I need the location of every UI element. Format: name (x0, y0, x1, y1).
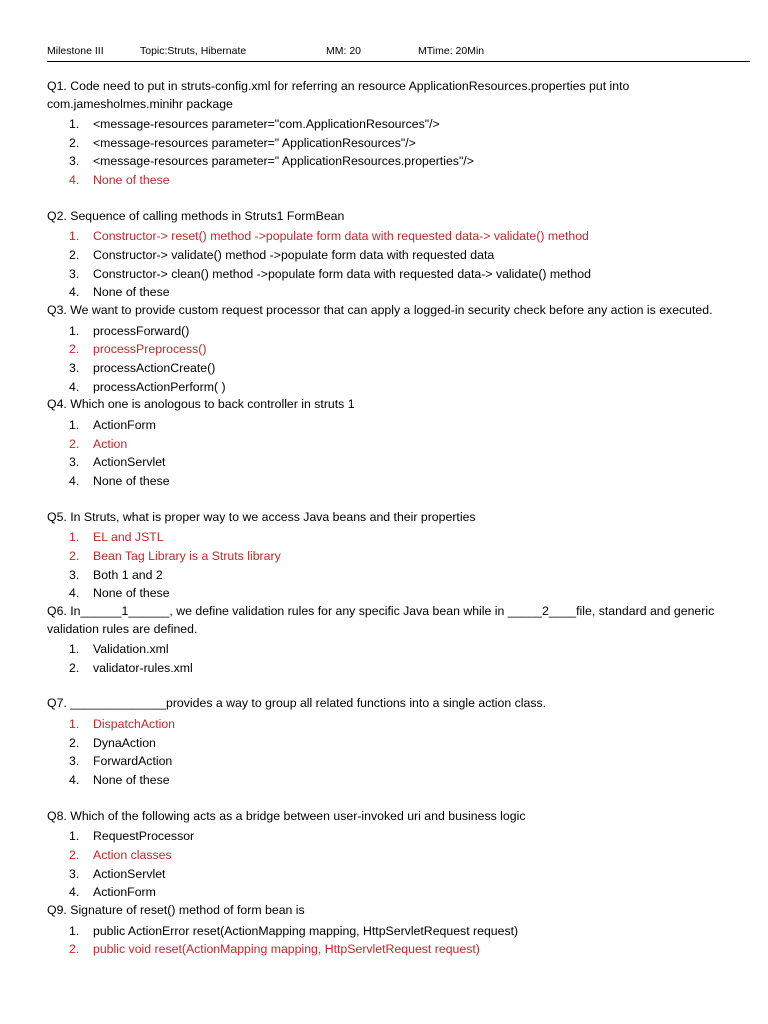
option-list (47, 227, 752, 302)
option-text: RequestProcessor (93, 829, 195, 844)
max-time-label: MTime: 20Min (418, 45, 485, 57)
option-item (47, 883, 752, 902)
option-number: 1. (69, 530, 80, 545)
option-text: EL and JSTL (93, 530, 164, 545)
option-text: validator-rules.xml (93, 660, 193, 675)
option-text: Constructor-> reset() method ->populate form data with requested data-> validate() method (93, 229, 589, 244)
option-list (47, 115, 752, 190)
option-item (47, 865, 752, 884)
option-number: 2. (69, 135, 80, 150)
option-number: 4. (69, 285, 80, 300)
option-list (47, 322, 752, 397)
topic-label: Topic:Struts, Hibernate (140, 45, 247, 57)
option-number: 4. (69, 173, 80, 188)
option-number: 1. (69, 923, 80, 938)
option-text: processPreprocess() (93, 342, 207, 357)
correct-option (47, 171, 752, 190)
question-list (47, 78, 752, 959)
option-list (47, 922, 752, 959)
option-item (47, 922, 752, 941)
question-text: Q3. We want to provide custom request processor that can apply a logged-in security check before any action is executed. (47, 303, 713, 318)
option-item (47, 359, 752, 378)
milestone-label: Milestone III (47, 45, 104, 57)
exam-header (47, 43, 750, 62)
option-text: None of these (93, 586, 170, 601)
option-text: None of these (93, 773, 170, 788)
option-number: 4. (69, 586, 80, 601)
option-text: <message-resources parameter=" ApplicationResources"/> (93, 135, 416, 150)
option-number: 4. (69, 885, 80, 900)
max-marks-label: MM: 20 (326, 45, 362, 57)
option-list (47, 640, 752, 677)
option-item (47, 659, 752, 678)
option-number: 4. (69, 379, 80, 394)
option-text: DispatchAction (93, 716, 176, 731)
option-text: Bean Tag Library is a Struts library (93, 548, 281, 563)
option-text: ActionForm (93, 417, 156, 432)
option-item (47, 734, 752, 753)
option-text: None of these (93, 285, 170, 300)
option-item (47, 134, 752, 153)
question-block (47, 78, 752, 190)
question-text: Q4. Which one is anologous to back controller in struts 1 (47, 397, 355, 412)
option-text: processForward() (93, 323, 190, 338)
option-item (47, 584, 752, 603)
question-block (47, 509, 752, 603)
option-item (47, 472, 752, 491)
option-item (47, 283, 752, 302)
option-list (47, 416, 752, 491)
option-list (47, 528, 752, 603)
option-number: 3. (69, 361, 80, 376)
question-text: Q2. Sequence of calling methods in Struts1 FormBean (47, 208, 345, 223)
option-text: Constructor-> validate() method ->populate form data with requested data (93, 248, 495, 263)
option-text: None of these (93, 173, 170, 188)
option-list (47, 827, 752, 902)
option-number: 3. (69, 455, 80, 470)
option-number: 3. (69, 754, 80, 769)
option-number: 2. (69, 735, 80, 750)
option-number: 1. (69, 229, 80, 244)
option-text: ActionServlet (93, 866, 166, 881)
option-text: ForwardAction (93, 754, 173, 769)
option-item (47, 152, 752, 171)
question-text: Q9. Signature of reset() method of form bean is (47, 903, 305, 918)
correct-option (47, 715, 752, 734)
option-text: public ActionError reset(ActionMapping mapping, HttpServletRequest request) (93, 923, 519, 938)
option-number: 4. (69, 474, 80, 489)
option-text: <message-resources parameter=" ApplicationResources.properties"/> (93, 154, 474, 169)
option-item (47, 640, 752, 659)
option-number: 3. (69, 266, 80, 281)
correct-option (47, 846, 752, 865)
correct-option (47, 340, 752, 359)
question-block (47, 396, 752, 490)
question-block (47, 808, 752, 902)
option-item (47, 378, 752, 397)
option-number: 1. (69, 642, 80, 657)
option-item (47, 115, 752, 134)
option-number: 1. (69, 829, 80, 844)
question-text: Q8. Which of the following acts as a bridge between user-invoked uri and business logic (47, 808, 526, 823)
correct-option (47, 547, 752, 566)
option-number: 2. (69, 248, 80, 263)
option-text: <message-resources parameter="com.ApplicationResources"/> (93, 117, 440, 131)
option-number: 2. (69, 847, 80, 862)
option-item (47, 752, 752, 771)
question-block (47, 902, 752, 959)
correct-option (47, 528, 752, 547)
option-text: processActionCreate() (93, 361, 216, 376)
option-text: Action classes (93, 847, 172, 862)
option-text: processActionPerform( ) (93, 379, 226, 394)
option-text: public void reset(ActionMapping mapping, HttpServletRequest request) (93, 942, 480, 957)
option-number: 2. (69, 548, 80, 563)
option-text: Action (93, 436, 128, 451)
question-block (47, 302, 752, 396)
option-number: 3. (69, 154, 80, 169)
option-number: 1. (69, 716, 80, 731)
option-item (47, 566, 752, 585)
option-number: 3. (69, 866, 80, 881)
option-item (47, 416, 752, 435)
option-text: Both 1 and 2 (93, 567, 163, 582)
question-text: Q6. In______1______, we define validation rules for any specific Java bean while in _____2____file, standard and generic validation rules are defined. (47, 604, 715, 636)
question-text: Q5. In Struts, what is proper way to we access Java beans and their properties (47, 509, 476, 524)
option-number: 2. (69, 436, 80, 451)
option-text: Validation.xml (93, 642, 169, 657)
question-block (47, 208, 752, 302)
option-number: 1. (69, 417, 80, 432)
option-text: Constructor-> clean() method ->populate form data with requested data-> validate() method (93, 266, 591, 281)
option-item (47, 246, 752, 265)
correct-option (47, 227, 752, 246)
option-item (47, 322, 752, 341)
option-number: 1. (69, 323, 80, 338)
option-number: 4. (69, 773, 80, 788)
option-text: DynaAction (93, 735, 156, 750)
option-list (47, 715, 752, 790)
option-number: 2. (69, 942, 80, 957)
question-text: Q7. ______________provides a way to group all related functions into a single action class. (47, 696, 547, 711)
question-block (47, 603, 752, 677)
correct-option (47, 435, 752, 454)
option-text: ActionServlet (93, 455, 166, 470)
option-text: None of these (93, 474, 170, 489)
question-block (47, 695, 752, 789)
option-item (47, 265, 752, 284)
question-text: Q1. Code need to put in struts-config.xml for referring an resource ApplicationResources.properties put into com.jamesholmes.minihr package (47, 79, 630, 111)
option-item (47, 827, 752, 846)
option-number: 1. (69, 117, 80, 131)
option-item (47, 453, 752, 472)
option-number: 2. (69, 660, 80, 675)
option-number: 3. (69, 567, 80, 582)
correct-option (47, 940, 752, 959)
option-item (47, 771, 752, 790)
option-number: 2. (69, 342, 80, 357)
option-text: ActionForm (93, 885, 156, 900)
